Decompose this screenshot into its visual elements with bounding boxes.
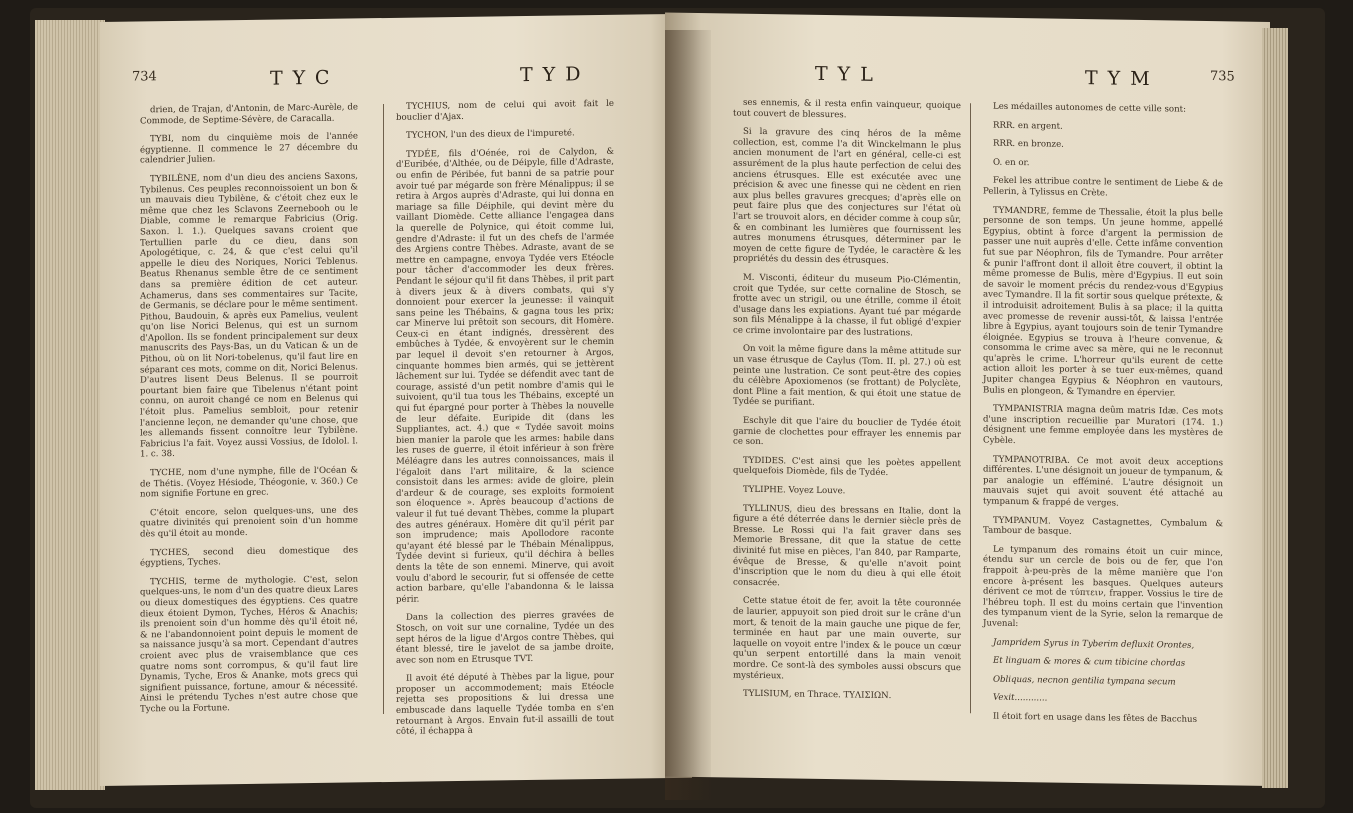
left-page-column-1	[140, 102, 358, 723]
entry-paragraph: TYMPANISTRIA magna deûm matris Idæ. Ces mots d'une inscription recueillie par Muratori (174. 1.) désignent une femme employée dans les mystères de Cybèle.	[983, 403, 1223, 447]
column-rule-right	[970, 103, 971, 713]
entry-paragraph: O. en or.	[993, 157, 1030, 169]
right-page	[665, 12, 1270, 786]
right-page-column-1	[733, 98, 961, 711]
page-number-right: 735	[1210, 69, 1235, 85]
entry-paragraph: Si la gravure des cinq héros de la même collection, est, comme l'a dit Winckelmann le plus ancien monument de l'art en général, celle-ci est assurément de la plus haute perfection de celui des anciens étrusques. Elle est exécutée avec une précision & avec une finesse qui ne cèdent en rien aux plus belles gravures grecques; d'après elle on peut faire plus que des conjectures sur l'état où l'art se trouvoit alors, en décider comme à coup sûr, & en combinant les lumières que fournissent les autres monumens étrusques, déterminer par le moyen de cette figure de Tydée, le caractère & les propriétés du dessin des étrusques.	[733, 126, 961, 267]
verse-line: Et linguam & mores & cum tibicine chordas	[993, 655, 1186, 669]
verse-line: Obliquas, necnon gentilia tympana secum	[993, 674, 1176, 688]
entry-paragraph: Il avoit été député à Thèbes par la ligue, pour proposer un accommodement; mais Etéocle rejetta ses propositions & lui dressa une embuscade dans laquelle Tydée tomba en s'en retournant à Argos. Envain fut-il assailli de tout côté, il échappa à	[396, 671, 614, 738]
entry-paragraph: TYMPANUM. Voyez Castagnettes, Cymbalum & Tambour de basque.	[983, 515, 1223, 538]
running-head-left-col1: TYC	[270, 66, 340, 90]
entry-paragraph: TYBILÈNE, nom d'un dieu des anciens Saxons, Tybilenus. Ces peuples reconnoissoient un bon & un mauvais dieu Tybilène, & c'étoit chez eux le même que chez les Sclavons Zeernebooh ou le Diable, comme le remarque Fabricius (Orig. Saxon. l. 1.). Quelques savans croient que Tertullien parle du ce dieu, dans son Apologétique, c. 24, & que c'est celui qu'il appelle le dieu des Noriques, Norici Teblenus. Beatus Rhenanus semble être de ce sentiment dans sa première édition de cet auteur. Achamerus, dans ses commentaires sur Tacite, de Germanis, se déclare pour le même sentiment. Pithou, Baudouin, & après eux Pamelius, veulent qu'on lise Norici Belenus, qui est un surnom d'Apollon. Ils se fondent principalement sur deux manuscrits des Pays-Bas, un du Vatican & un de Pithou, où on lit Nori-tobelenus, qu'il faut lire en séparant ces mots, comme on dit, Norici Belenus. D'autres lisent Deus Belenus. Il se pourroit pourtant bien faire que Tibelenus n'étant point connu, on auroit changé ce nom en Belenus qui l'étoit plus. Pamelius sembloit, pour retenir l'ancienne leçon, ne demander qu'une chose, que les allemands fissent connoître leur Tybilène. Fabricius l'a fait. Voyez aussi Vossius, de Idolol. l. 1. c. 38.	[140, 171, 358, 460]
entry-paragraph: TYCHE, nom d'une nymphe, fille de l'Océan & de Thétis. (Voyez Hésiode, Théogonie, v. 360.) Ce nom signifie Fortune en grec.	[140, 465, 358, 500]
entry-paragraph: TYLISIUM, en Thrace. TΥΛΙΣΙΩΝ.	[743, 688, 892, 702]
page-number-left: 734	[132, 69, 157, 85]
running-head-right-col1: TYL	[815, 62, 883, 86]
right-page-column-2	[983, 101, 1223, 733]
entry-paragraph: TYDIDES. C'est ainsi que les poètes appellent quelquefois Diomède, fils de Tydée.	[733, 455, 961, 479]
entry-paragraph: TYDÉE, fils d'Oénée, roi de Calydon, & d'Euribée, d'Althée, ou de Déipyle, fille d'Adraste, ou enfin de Péribée, fut banni de sa patrie pour avoir tué par mégarde son frère Ménalippus; il se retira à Argos auprès d'Adraste, qui lui donna en mariage sa fille Déiphile, qui devint mère du vaillant Diomède. Cette alliance l'engagea dans la querelle de Polynice, qui étoit comme lui, gendre d'Adraste: il fut un des chefs de l'armée des Argiens contre Thèbes. Adraste, avant de se mettre en campagne, envoya Tydée vers Etéocle pour tâcher d'accommoder les deux frères. Pendant le séjour qu'il fit dans Thèbes, il prit part à divers jeux & à divers combats, qui s'y donnoient pour exercer la jeunesse: il vainquit sans peine les Thébains, & gagna tous les prix; car Minerve lui prêtoit son secours, dit Homère. Ceux-ci en étant indignés, dressèrent des embûches à Tydée, & envoyèrent sur le chemin par lequel il devoit s'en retourner à Argos, cinquante hommes bien armés, qui se jettèrent lâchement sur lui. Tydée se défendit avec tant de courage, assisté d'un petit nombre d'amis qui le suivoient, qu'il tua tous les Thébains, excepté un qui fut épargné pour porter à Thèbes la nouvelle de leur défaite. Euripide dit (dans les Suppliantes, act. 4.) que « Tydée savoit moins bien manier la parole que les armes: habile dans les ruses de guerre, il étoit inférieur à son frère Méléagre dans les autres connoissances, mais il l'égaloit dans l'art militaire, & la science consistoit dans les armes: avide de gloire, plein d'ardeur & de courage, ses exploits formoient son éloquence ». Après beaucoup d'actions de valeur il fut tué devant Thèbes, comme la plupart des autres généraux. Homère dit qu'il périt par son imprudence; mais Apollodore raconte qu'ayant été blessé par le Thébain Ménalippus, Tydée devint si furieux, qu'il déchira à belles dents la tête de son ennemi. Minerve, qui avoit voulu d'abord le secourir, fut si offensée de cette action barbare, qu'elle l'abandonna & le laissa périr.	[396, 146, 614, 605]
entry-paragraph: TYMPANOTRIBA. Ce mot avoit deux acceptions différentes. L'une désignoit un joueur de tympanum, & par analogie un efféminé. L'autre désignoit un mauvais sujet qui avoit souvent été attaché au tympanum & frappé de verges.	[983, 454, 1223, 509]
entry-paragraph: Il étoit fort en usage dans les fêtes de Bacchus	[993, 711, 1197, 725]
left-page	[100, 14, 692, 786]
entry-paragraph: drien, de Trajan, d'Antonin, de Marc-Aurèle, de Commode, de Septime-Sévère, de Caracalla.	[140, 102, 358, 127]
entry-paragraph: TYCHON, l'un des dieux de l'impureté.	[406, 128, 575, 141]
entry-paragraph: Eschyle dit que l'aire du bouclier de Tydée étoit garnie de clochettes pour effrayer les ennemis par ce son.	[733, 415, 961, 448]
running-head-right-col2: TYM	[1085, 67, 1160, 91]
left-page-column-2	[396, 99, 614, 746]
entry-paragraph: RRR. en bronze.	[993, 138, 1064, 150]
verse-line: Vexit............	[993, 692, 1048, 704]
entry-paragraph: Dans la collection des pierres gravées de Stosch, on voit sur une cornaline, Tydée un des sept héros de la ligue d'Argos contre Thèbes, qui étant blessé, tire le javelot de sa jambe droite, avec son nom en Etrusque TVT.	[396, 610, 614, 666]
verse-line: Jampridem Syrus in Tyberim defluxit Orontes,	[993, 637, 1195, 651]
entry-paragraph: On voit la même figure dans la même attitude sur un vase étrusque de Caylus (Tom. II. pl. 27.) où est peinte une lustration. Ce sont peut-être des copies du célèbre Apoxiomenos (se frottant) de Polyclète, dont Pline a fait mention, & qui étoit une statue de Tydée se purifiant.	[733, 344, 961, 409]
entry-paragraph: Fekel les attribue contre le sentiment de Liebe & de Pellerin, à Tylissus en Crète.	[983, 176, 1223, 199]
book-gutter	[665, 30, 711, 800]
entry-paragraph: ses ennemis, & il resta enfin vainqueur, quoique tout couvert de blessures.	[733, 97, 961, 120]
page-edges-right	[1262, 28, 1288, 788]
entry-paragraph: TYLIPHE. Voyez Louve.	[743, 484, 846, 497]
page-edges-left	[35, 20, 105, 790]
column-rule-left	[383, 104, 384, 714]
entry-paragraph: TYCHES, second dieu domestique des égyptiens, Tyches.	[140, 544, 358, 569]
entry-paragraph: Le tympanum des romains étoit un cuir mince, étendu sur un cercle de bois ou de fer, que l'on frappoit à-peu-près de la même manière que l'on encore à-présent les basques. Quelques auteurs dérivent ce mot de τύπτειν, frapper. Vossius le tire de l'hébreu toph. Il est du moins certain que l'invention des tympanum vient de la Syrie, selon la remarque de Juvenal:	[983, 544, 1223, 629]
entry-paragraph: Les médailles autonomes de cette ville sont:	[993, 101, 1186, 115]
entry-paragraph: TYCHIS, terme de mythologie. C'est, selon quelques-uns, le nom d'un des quatre dieux Lares ou dieux domestiques des égyptiens. Ces quatre dieux étoient Dymon, Tyches, Héros & Anachis; ils prenoient soin d'un homme dès qu'il étoit né, & ne l'abandonnoient point depuis le moment de sa naissance jusqu'à sa mort. Cependant d'autres croient avec plus de vraisemblance que ces quatre noms sont corrompus, & qu'il faut lire Dynamis, Tyche, Eros & Ananke, mots grecs qui signifient puissance, fortune, amour & nécessité. Ainsi le prétendu Tyches n'est autre chose que Tyche ou la Fortune.	[140, 574, 358, 715]
entry-paragraph: TYMANDRE, femme de Thessalie, étoit la plus belle personne de son temps. Un jeune homme, appellé Egypius, obtint à force d'argent la permission de passer une nuit auprès d'elle. Cette infâme convention fut sue par Néophron, fils de Tymandre. Pour arrêter & punir l'affront dont il alloit être couvert, il obtint la même promesse de Bulis, mère d'Egypius. Il eut soin de savoir le moment précis du rendez-vous d'Egypius avec Tymandre. Il la fit sortir sous quelque prétexte, & il introduisit adroitement Bulis à sa place; il la quitta avec promesse de revenir aussi-tôt, & laissa l'entrée libre à Egypius, ayant toujours soin de tenir Tymandre éloignée. Egypius se trouva à l'heure convenue, & consomma le crime avec sa mère, qui ne le reconnut qu'après le crime. L'horreur qu'ils eurent de cette action alloit les porter à se tuer eux-mêmes, quand Jupiter changea Egypius & Néophron en vautours, Bulis en plongeon, & Tymandre en épervier.	[983, 205, 1224, 399]
entry-paragraph: TYLLINUS, dieu des bressans en Italie, dont la figure a été déterrée dans le dernier siècle près de Bresse. Le Rossi qui l'a fait graver dans ses Memorie Bressane, dit que la statue de cette divinité fut mise en pièces, l'an 840, par Ramparte, évêque de Bresse, & qu'elle n'avoit point d'inscription que le nom du dieu à qui elle étoit consacrée.	[733, 503, 961, 589]
entry-paragraph: TYBI, nom du cinquième mois de l'année égyptienne. Il commence le 27 décembre du calendrier Julien.	[140, 131, 358, 166]
entry-paragraph: Cette statue étoit de fer, avoit la tête couronnée de laurier, appuyoit son pied droit sur le crâne d'un mort, & tenoit de la main gauche une pique de fer, terminée en haut par une main ouverte, sur laquelle on voyoit entre l'index & le pouce un cœur qu'un serpent entortillé dans la main venoit mordre. Ce sont-là des symboles aussi obscurs que mystérieux.	[733, 596, 961, 681]
entry-paragraph: TYCHIUS, nom de celui qui avoit fait le bouclier d'Ajax.	[396, 98, 614, 123]
entry-paragraph: M. Visconti, éditeur du museum Pio-Clémentin, croit que Tydée, sur cette cornaline de Stosch, se frotte avec un strigil, ou une étrille, comme il étoit d'usage dans les expiations. Ayant tué par mégarde son fils Ménalippe à la chasse, il fut obligé d'expier ce crime involontaire par des lustrations.	[733, 272, 961, 339]
entry-paragraph: C'étoit encore, selon quelques-uns, une des quatre divinités qui prenoient soin d'un homme dès qu'il étoit au monde.	[140, 505, 358, 540]
running-head-left-col2: TYD	[520, 63, 591, 87]
entry-paragraph: RRR. en argent.	[993, 120, 1063, 132]
